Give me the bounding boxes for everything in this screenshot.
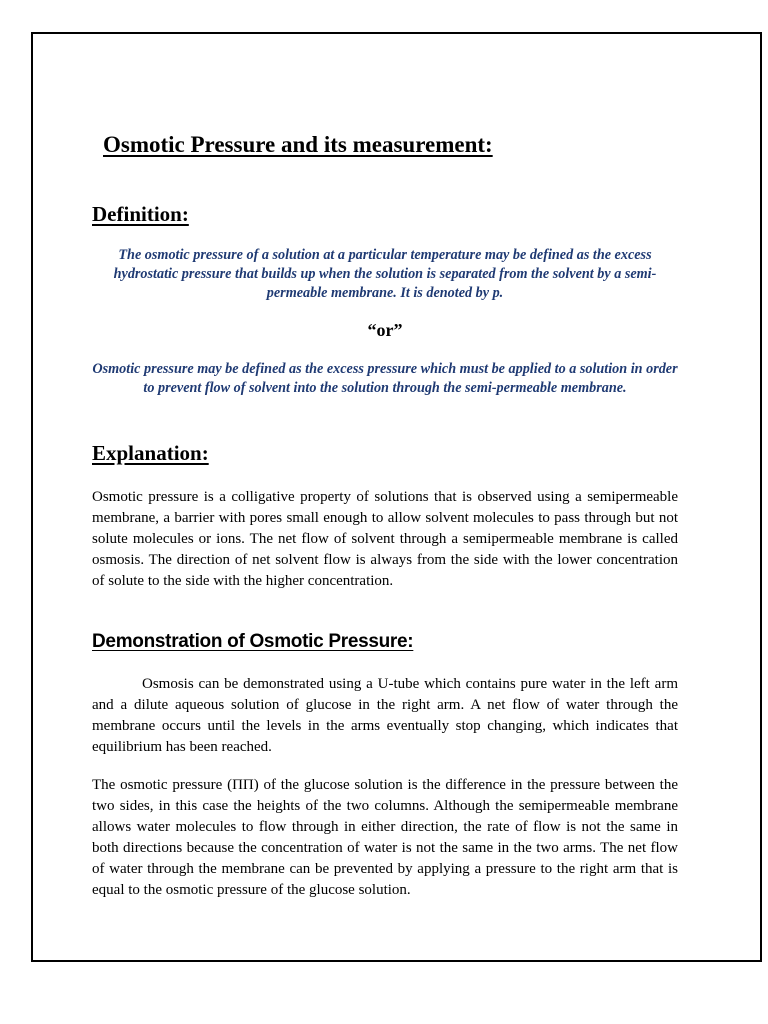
definition-heading: Definition: <box>92 202 189 226</box>
or-separator: “or” <box>367 320 403 340</box>
demonstration-paragraph-1: Osmosis can be demonstrated using a U-tube which contains pure water in the left arm and a dilute aqueous solution of glucose in the right arm. A net flow of water through the membrane occurs until the levels in the arms eventually stop changing, which indicates that equilibrium has been reached. <box>92 676 678 755</box>
demonstration-heading: Demonstration of Osmotic Pressure: <box>92 631 414 652</box>
demonstration-paragraph-2: The osmotic pressure (ΠΠ) of the glucose solution is the difference in the pressure between the two sides, in this case the heights of the two columns. Although the semipermeable membrane allows water molecules to flow through in either direction, the rate of flow is not the same in both directions because the concentration of water is not the same in the two arms. The net flow of water through the membrane can be prevented by applying a pressure to the right arm that is equal to the osmotic pressure of the glucose solution. <box>92 777 678 898</box>
explanation-heading: Explanation: <box>92 441 209 465</box>
definition-text-1: The osmotic pressure of a solution at a particular temperature may be defined as the excess hydrostatic pressure that builds up when the solution is separated from the solvent by a semi-permeable membrane. It is denoted by p. <box>113 247 657 301</box>
explanation-paragraph: Osmotic pressure is a colligative property of solutions that is observed using a semipermeable membrane, a barrier with pores small enough to allow solvent molecules to pass through but not solute molecules or ions. The net flow of solvent through a semipermeable membrane is called osmosis. The direction of net solvent flow is always from the side with the lower concentration of solute to the side with the higher concentration. <box>92 489 678 589</box>
page-title: Osmotic Pressure and its measurement: <box>103 132 493 157</box>
definition-text-2: Osmotic pressure may be defined as the excess pressure which must be applied to a solution in order to prevent flow of solvent into the solution through the semi-permeable membrane. <box>92 361 678 396</box>
